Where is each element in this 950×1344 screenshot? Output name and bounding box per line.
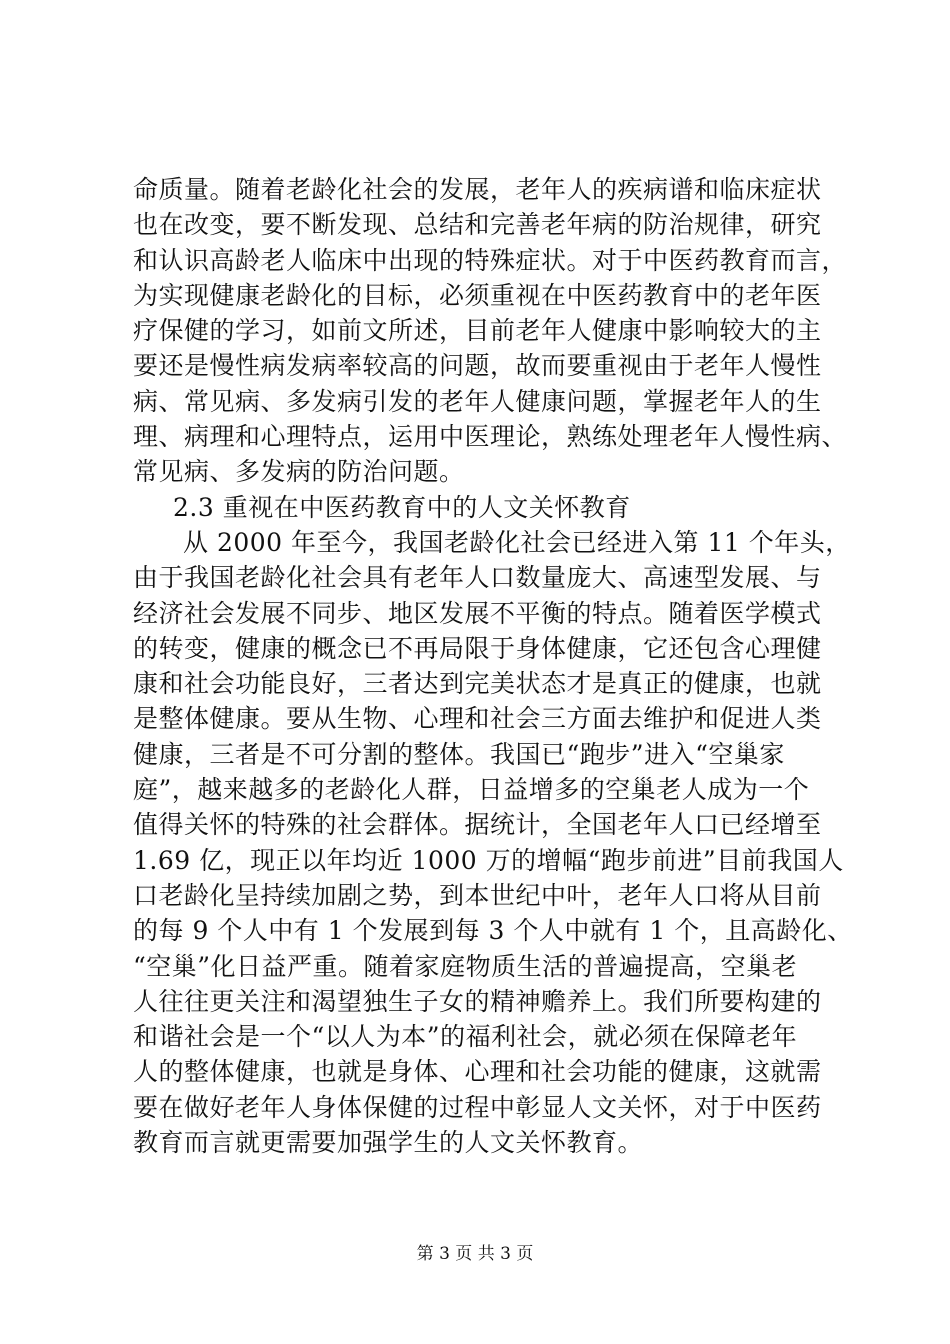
text-line: 的每 9 个人中有 1 个发展到每 3 个人中就有 1 个，且高龄化、: [133, 916, 853, 946]
text-line: 值得关怀的特殊的社会群体。据统计，全国老年人口已经增至: [133, 810, 822, 840]
text-line: 庭”，越来越多的老龄化人群，日益增多的空巢老人成为一个: [133, 775, 810, 805]
paragraph-first-line: 从 2000 年至今，我国老龄化社会已经进入第 11 个年头，: [183, 527, 851, 557]
text-line: 的转变，健康的概念已不再局限于身体健康，它还包含心理健: [133, 633, 822, 663]
text-line: 病、常见病、多发病引发的老年人健康问题，掌握老年人的生: [133, 386, 822, 416]
page-footer: 第 3 页 共 3 页: [416, 1244, 534, 1264]
text-line: 人的整体健康，也就是身体、心理和社会功能的健康，这就需: [133, 1057, 822, 1087]
text-line: 疗保健的学习，如前文所述，目前老年人健康中影响较大的主: [133, 316, 822, 346]
text-line: 是整体健康。要从生物、心理和社会三方面去维护和促进人类: [133, 704, 822, 734]
text-line: 由于我国老龄化社会具有老年人口数量庞大、高速型发展、与: [133, 563, 822, 593]
text-line: 常见病、多发病的防治问题。: [133, 457, 465, 487]
text-line: 健康，三者是不可分割的整体。我国已“跑步”进入“空巢家: [133, 739, 785, 769]
text-line: 为实现健康老龄化的目标，必须重视在中医药教育中的老年医: [133, 280, 822, 310]
text-line: 要还是慢性病发病率较高的问题，故而要重视由于老年人慢性: [133, 351, 822, 381]
text-line: 1.69 亿，现正以年均近 1000 万的增幅“跑步前进”目前我国人: [133, 845, 844, 875]
text-line: 也在改变，要不断发现、总结和完善老年病的防治规律，研究: [133, 210, 822, 240]
text-line: 要在做好老年人身体保健的过程中彰显人文关怀，对于中医药: [133, 1092, 822, 1122]
text-line: 命质量。随着老龄化社会的发展，老年人的疾病谱和临床症状: [133, 175, 822, 204]
text-line: “空巢”化日益严重。随着家庭物质生活的普遍提高，空巢老: [133, 951, 798, 981]
section-heading: 2.3 重视在中医药教育中的人文关怀教育: [173, 492, 631, 522]
text-line: 理、病理和心理特点，运用中医理论，熟练处理老年人慢性病、: [133, 422, 848, 452]
text-line: 口老龄化呈持续加剧之势，到本世纪中叶，老年人口将从目前: [133, 880, 822, 910]
text-line: 康和社会功能良好，三者达到完美状态才是真正的健康，也就: [133, 669, 822, 699]
text-line: 经济社会发展不同步、地区发展不平衡的特点。随着医学模式: [133, 598, 822, 628]
text-line: 和谐社会是一个“以人为本”的福利社会，就必须在保障老年: [133, 1022, 798, 1052]
text-line: 教育而言就更需要加强学生的人文关怀教育。: [133, 1128, 644, 1158]
text-line: 和认识高龄老人临床中出现的特殊症状。对于中医药教育而言，: [133, 245, 848, 275]
body-text: [133, 172, 853, 1160]
text-line: 人往往更关注和渴望独生子女的精神赡养上。我们所要构建的: [133, 986, 822, 1016]
